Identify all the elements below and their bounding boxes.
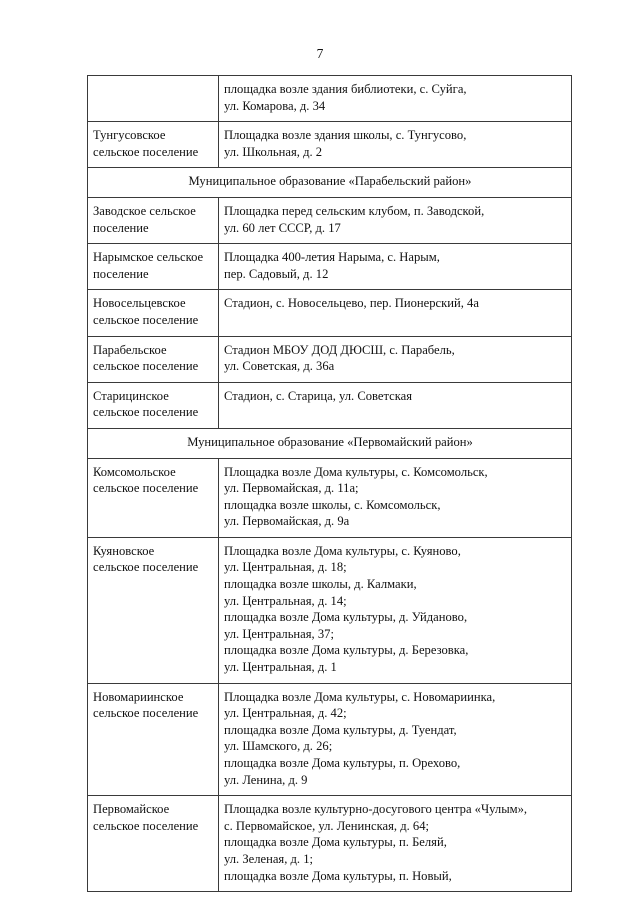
location-line: площадка возле школы, д. Калмаки, [224,577,417,592]
settlement-name-line: Куяновское [93,543,155,558]
location-line: Площадка 400-летия Нарыма, с. Нарым, [224,250,440,265]
venues-table [87,75,572,892]
location-line: площадка возле Дома культуры, п. Орехово, [224,756,461,770]
location-line: Площадка возле Дома культуры, с. Комсомольск, [224,464,488,479]
settlement-name-line: Новомариинское [93,689,184,704]
location-line: ул. Шамского, д. 26; [224,739,333,754]
location-line: пер. Садовый, д. 12 [224,266,329,281]
settlement-name-line: Комсомольское [93,464,176,479]
settlement-cell [88,197,219,243]
location-cell [219,336,572,382]
location-cell [219,537,572,683]
location-cell [219,122,572,168]
table-row [88,382,572,428]
section-header-row [88,168,572,198]
location-line: Площадка возле Дома культуры, с. Новомариинка, [224,689,496,704]
table-row [88,683,572,796]
settlement-name-line: Новосельцевское [93,296,186,311]
settlement-cell [88,382,219,428]
location-line: Стадион МБОУ ДОД ДЮСШ, с. Парабель, [224,342,455,357]
settlement-name-line: сельское поселение [93,312,199,327]
table-row [88,197,572,243]
location-cell [219,76,572,122]
settlement-name-line: Старицинское [93,388,169,403]
location-line: площадка возле Дома культуры, д. Туендат, [224,722,457,737]
location-line: площадка возле Дома культуры, д. Березовка, [224,643,469,658]
settlement-name-line: сельское поселение [93,144,199,159]
location-line: Стадион, с. Новосельцево, пер. Пионерский, 4а [224,296,479,311]
settlement-cell [88,290,219,336]
settlement-cell [88,537,219,683]
location-line: ул. Зеленая, д. 1; [224,851,314,866]
section-title: Муниципальное образование «Парабельский район» [88,168,572,198]
location-cell [219,382,572,428]
location-cell [219,458,572,537]
table-row [88,76,572,122]
settlement-cell [88,683,219,796]
location-line: Стадион, с. Старица, ул. Советская [224,388,413,403]
settlement-cell [88,76,219,122]
settlement-name-line: Тунгусовское [93,128,166,143]
location-line: ул. Школьная, д. 2 [224,144,323,159]
settlement-name-line: Парабельское [93,342,167,357]
settlement-cell [88,122,219,168]
settlement-name-line: сельское поселение [93,706,199,721]
table-row [88,290,572,336]
location-line: Площадка возле здания школы, с. Тунгусово, [224,128,467,143]
table-row [88,796,572,892]
location-line: ул. Первомайская, д. 9а [224,514,350,529]
location-line: ул. Ленина, д. 9 [224,772,308,787]
location-line: площадка возле школы, с. Комсомольск, [224,497,441,512]
settlement-name-line: Заводское сельское [93,203,196,218]
table-row [88,122,572,168]
location-cell [219,290,572,336]
location-line: площадка возле Дома культуры, д. Уйданово, [224,610,468,625]
settlement-cell [88,458,219,537]
location-line: ул. Центральная, д. 18; [224,560,347,575]
location-line: ул. Советская, д. 36а [224,359,335,374]
location-line: площадка возле Дома культуры, п. Новый, [224,868,452,883]
location-line: ул. Центральная, д. 1 [224,660,337,675]
location-line: Площадка возле культурно-досугового центра «Чулым», [224,802,528,817]
settlement-cell [88,336,219,382]
page-number: 7 [316,46,324,61]
settlement-name-line: Первомайское [93,802,170,817]
location-line: с. Первомайское, ул. Ленинская, д. 64; [224,818,429,833]
settlement-name-line: Нарымское сельское [93,250,204,265]
section-header-row [88,428,572,458]
location-line: ул. Центральная, д. 42; [224,706,347,721]
settlement-name-line: сельское поселение [93,481,199,496]
location-line: площадка возле Дома культуры, п. Беляй, [224,835,447,850]
location-line: ул. Центральная, 37; [224,626,334,641]
location-cell [219,683,572,796]
settlement-name-line: сельское поселение [93,560,199,575]
section-title: Муниципальное образование «Первомайский район» [88,428,572,458]
table-row [88,458,572,537]
location-line: Площадка перед сельским клубом, п. Заводской, [224,203,485,218]
location-line: ул. Центральная, д. 14; [224,593,347,608]
table-row [88,336,572,382]
location-line: ул. 60 лет СССР, д. 17 [224,220,341,235]
location-line: ул. Первомайская, д. 11а; [224,481,359,496]
location-cell [219,796,572,892]
settlement-name-line: сельское поселение [93,359,199,374]
location-cell [219,197,572,243]
table-row [88,537,572,683]
settlement-name-line: сельское поселение [93,818,199,833]
location-line: площадка возле здания библиотеки, с. Суйга, [224,82,467,96]
table-row [88,244,572,290]
settlement-name-line: поселение [93,220,149,235]
venues-table-body [88,76,572,892]
settlement-name-line: поселение [93,266,149,281]
settlement-name-line: сельское поселение [93,405,199,420]
settlement-cell [88,796,219,892]
settlement-cell [88,244,219,290]
location-line: ул. Комарова, д. 34 [224,98,326,113]
location-line: Площадка возле Дома культуры, с. Куяново, [224,543,461,558]
location-cell [219,244,572,290]
